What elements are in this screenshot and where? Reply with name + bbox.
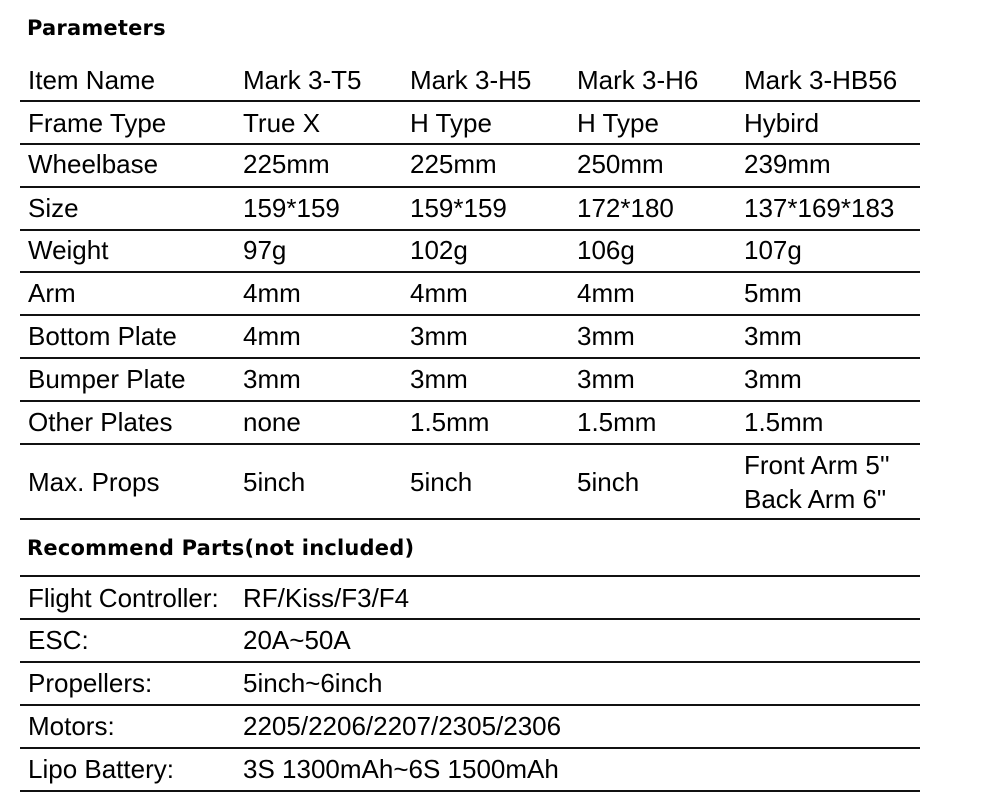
cell-t5: 5inch (243, 467, 306, 497)
row-divider (20, 518, 920, 520)
row-divider (20, 143, 920, 145)
cell-hb56: Hybird (744, 108, 820, 138)
part-label: Flight Controller: (28, 583, 219, 613)
cell-h5: 102g (410, 235, 468, 265)
cell-h6: 106g (577, 235, 635, 265)
cell-h5: 159*159 (410, 193, 507, 223)
parameters-heading: Parameters (27, 16, 166, 40)
row-label: Wheelbase (28, 149, 159, 179)
row-divider (20, 661, 920, 663)
part-label: Propellers: (28, 668, 153, 698)
header-mark3-h6: Mark 3-H6 (577, 65, 699, 95)
cell-hb56-line2: Back Arm 6" (744, 484, 887, 514)
row-label: Bottom Plate (28, 321, 177, 351)
row-divider (20, 229, 920, 231)
part-value: 2205/2206/2207/2305/2306 (243, 711, 562, 741)
part-value: 5inch~6inch (243, 668, 383, 698)
cell-h6: 3mm (577, 364, 635, 394)
cell-h6: 1.5mm (577, 407, 657, 437)
cell-h6: 5inch (577, 467, 640, 497)
cell-h5: 4mm (410, 278, 468, 308)
cell-t5: 97g (243, 235, 287, 265)
row-label: Size (28, 193, 79, 223)
cell-h6: 3mm (577, 321, 635, 351)
row-divider (20, 575, 920, 577)
cell-t5: 4mm (243, 278, 301, 308)
cell-hb56: 239mm (744, 149, 831, 179)
row-divider (20, 271, 920, 273)
cell-h5: H Type (410, 108, 492, 138)
cell-hb56: 3mm (744, 364, 802, 394)
cell-t5: 159*159 (243, 193, 340, 223)
cell-t5: 225mm (243, 149, 330, 179)
cell-t5: 3mm (243, 364, 301, 394)
row-label: Arm (28, 278, 76, 308)
row-label: Bumper Plate (28, 364, 186, 394)
row-divider (20, 790, 920, 792)
part-value: 20A~50A (243, 625, 351, 655)
cell-h6: 250mm (577, 149, 664, 179)
cell-hb56: 5mm (744, 278, 802, 308)
cell-t5: True X (243, 108, 321, 138)
row-divider (20, 400, 920, 402)
recommend-heading: Recommend Parts(not included) (27, 536, 415, 560)
cell-h6: H Type (577, 108, 659, 138)
row-divider (20, 314, 920, 316)
cell-h5: 1.5mm (410, 407, 490, 437)
row-divider (20, 704, 920, 706)
cell-h5: 5inch (410, 467, 473, 497)
row-divider (20, 357, 920, 359)
header-mark3-t5: Mark 3-T5 (243, 65, 362, 95)
row-divider (20, 100, 920, 102)
row-label: Other Plates (28, 407, 173, 437)
cell-h5: 3mm (410, 321, 468, 351)
cell-hb56: 1.5mm (744, 407, 824, 437)
header-mark3-hb56: Mark 3-HB56 (744, 65, 898, 95)
cell-hb56: 137*169*183 (744, 193, 895, 223)
cell-h6: 172*180 (577, 193, 674, 223)
part-value: 3S 1300mAh~6S 1500mAh (243, 754, 559, 784)
part-label: ESC: (28, 625, 89, 655)
row-divider (20, 186, 920, 188)
cell-t5: 4mm (243, 321, 301, 351)
cell-hb56-line1: Front Arm 5'' (744, 450, 890, 480)
row-label: Max. Props (28, 467, 160, 497)
cell-hb56: 107g (744, 235, 802, 265)
part-label: Lipo Battery: (28, 754, 174, 784)
part-value: RF/Kiss/F3/F4 (243, 583, 410, 613)
cell-h5: 3mm (410, 364, 468, 394)
cell-h5: 225mm (410, 149, 497, 179)
part-label: Motors: (28, 711, 115, 741)
row-label: Frame Type (28, 108, 167, 138)
cell-h6: 4mm (577, 278, 635, 308)
cell-t5: none (243, 407, 301, 437)
header-item-name: Item Name (28, 65, 156, 95)
row-label: Weight (28, 235, 109, 265)
header-mark3-h5: Mark 3-H5 (410, 65, 532, 95)
row-divider (20, 618, 920, 620)
cell-hb56: 3mm (744, 321, 802, 351)
row-divider (20, 443, 920, 445)
row-divider (20, 747, 920, 749)
